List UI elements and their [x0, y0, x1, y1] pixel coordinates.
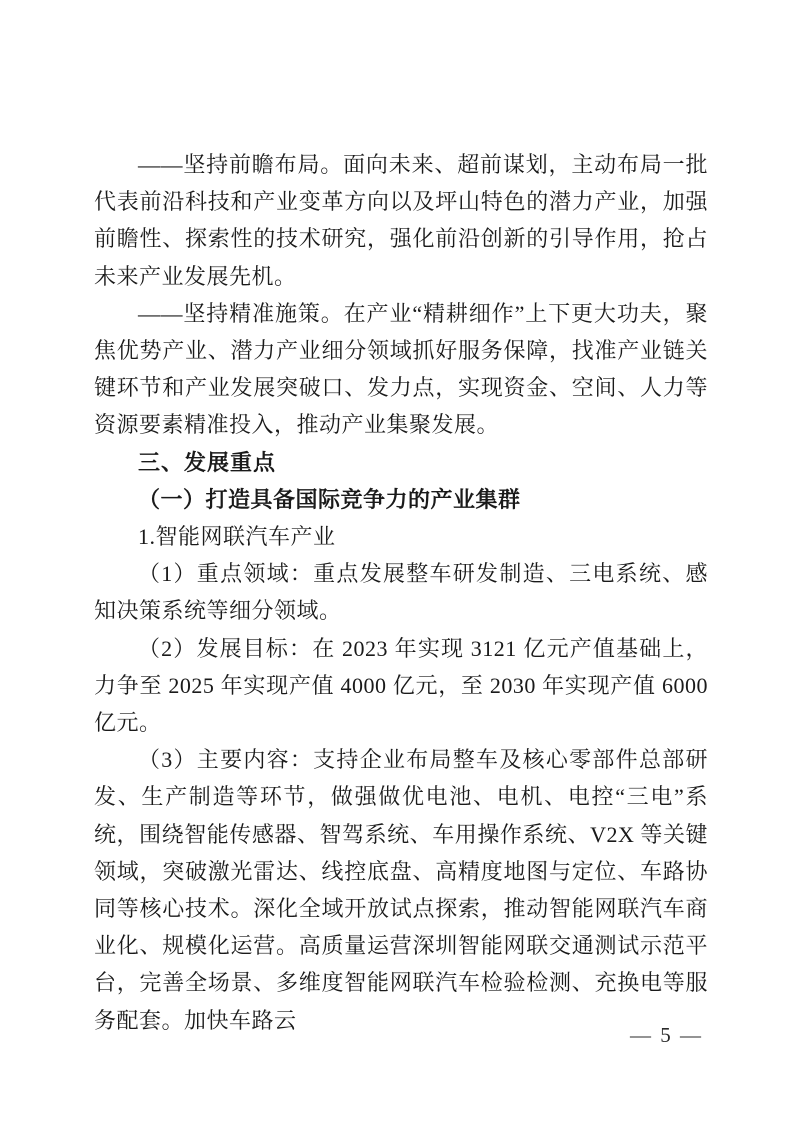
page-number: — 5 —	[630, 1023, 703, 1047]
paragraph-main-content: （3）主要内容：支持企业布局整车及核心零部件总部研发、生产制造等环节，做强做优电池、电机、电控“三电”系统，围绕智能传感器、智驾系统、车用操作系统、V2X 等关键领域，突破激光雷达、线控底盘、高精度地图与定位、车路协同等核心技术。深化全域开放试点探索，推动智能网联汽车商业化、规模化运营。高质量运营深圳智能网联交通测试示范平台，完善全场景、多维度智能网联汽车检验检测、充换电等服务配套。加快车路云	[94, 747, 708, 1033]
paragraph-jingzhun-shice: ——坚持精准施策。在产业“精耕细作”上下更大功夫，聚焦优势产业、潜力产业细分领域抓好服务保障，找准产业链关键环节和产业发展突破口、发力点，实现资金、空间、人力等资源要素精准投入，推动产业集聚发展。	[94, 300, 708, 438]
page-footer	[630, 1022, 703, 1048]
section-heading-development-focus: 三、发展重点	[138, 449, 277, 475]
paragraph-key-areas: （1）重点领域：重点发展整车研发制造、三电系统、感知决策系统等细分领域。	[94, 561, 708, 624]
paragraph-qianzhan-buju: ——坚持前瞻布局。面向未来、超前谋划，主动布局一批代表前沿科技和产业变革方向以及坪山特色的潜力产业，加强前瞻性、探索性的技术研究，强化前沿创新的引导作用，抢占未来产业发展先机。	[94, 152, 708, 289]
document-body	[94, 146, 708, 1039]
paragraph-development-goals: （2）发展目标：在 2023 年实现 3121 亿元产值基础上，力争至 2025 年实现产值 4000 亿元，至 2030 年实现产值 6000 亿元。	[94, 635, 708, 736]
subsection-heading-industry-cluster: （一）打造具备国际竞争力的产业集群	[138, 486, 521, 512]
item-heading-intelligent-connected-vehicle: 1.智能网联汽车产业	[138, 524, 336, 550]
